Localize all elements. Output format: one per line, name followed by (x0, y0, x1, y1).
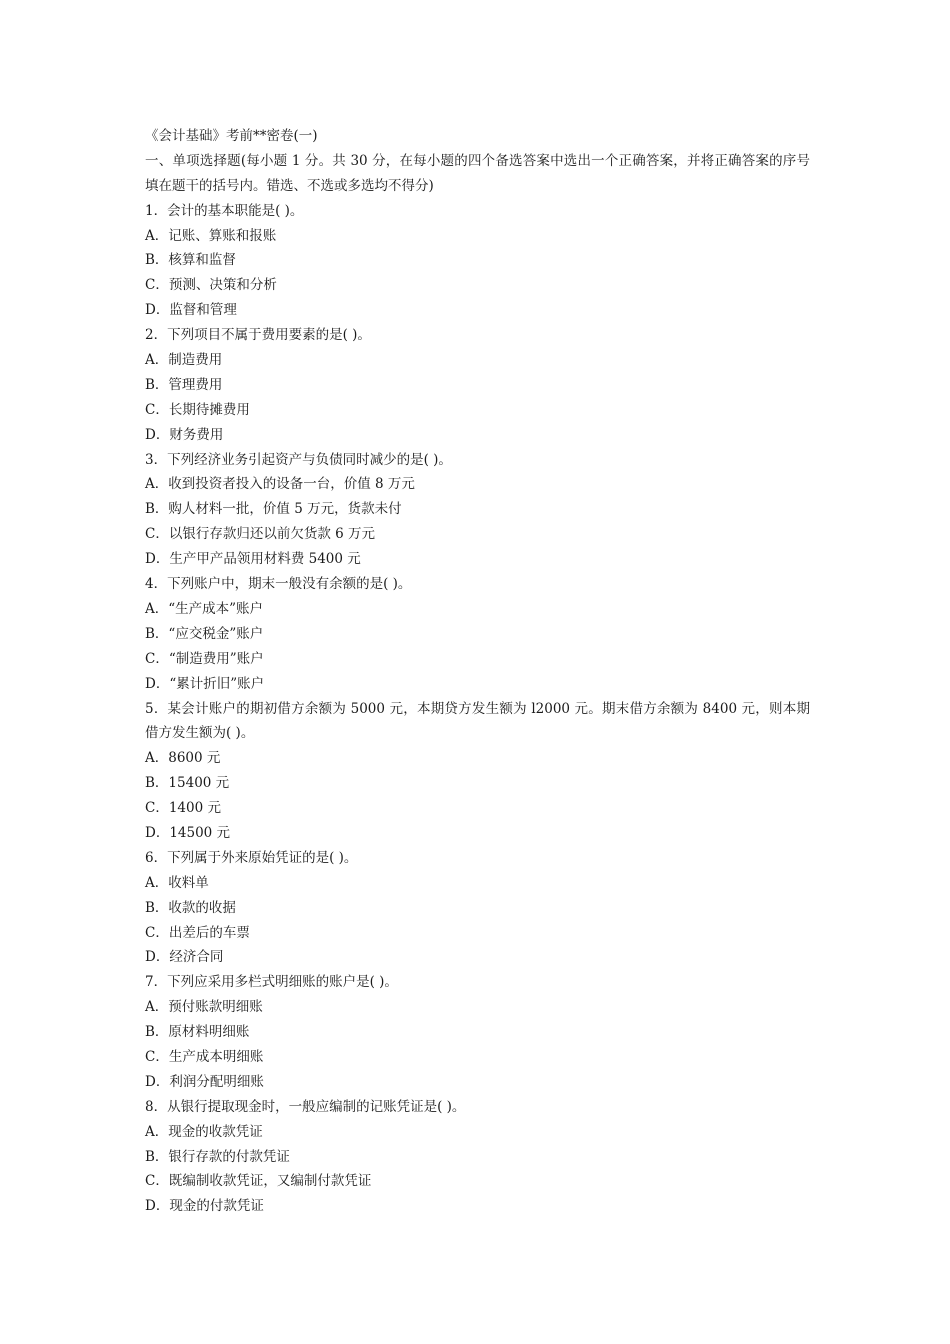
question-stem: 8．从银行提取现金时，一般应编制的记账凭证是( )。 (145, 1098, 466, 1115)
option-a: A．8600 元 (145, 750, 221, 767)
option-c: C．1400 元 (145, 800, 221, 817)
option-b: B．15400 元 (145, 775, 230, 792)
option-c: C．生产成本明细账 (145, 1048, 264, 1065)
option-a: A．预付账款明细账 (145, 999, 263, 1016)
question-8 (145, 1095, 810, 1219)
option-b: B．管理费用 (145, 376, 223, 393)
question-7 (145, 970, 810, 1094)
question-6 (145, 846, 810, 970)
option-d: D．经济合同 (145, 949, 224, 966)
option-c: C．长期待摊费用 (145, 401, 250, 418)
option-b: B．“应交税金”账户 (145, 625, 264, 642)
option-a: A．收料单 (145, 874, 209, 891)
question-stem: 7．下列应采用多栏式明细账的账户是( )。 (145, 974, 398, 991)
question-stem: 6．下列属于外来原始凭证的是( )。 (145, 849, 358, 866)
option-a: A．收到投资者投入的设备一台，价值 8 万元 (145, 476, 415, 493)
option-d: D．“累计折旧”账户 (145, 675, 265, 692)
option-d: D．利润分配明细账 (145, 1073, 264, 1090)
option-b: B．购人材料一批，价值 5 万元，货款未付 (145, 501, 402, 518)
option-b: B．原材料明细账 (145, 1024, 250, 1041)
option-d: D．监督和管理 (145, 302, 237, 319)
question-stem: 5．某会计账户的期初借方余额为 5000 元，本期贷方发生额为 l2000 元。期末借方余额为 8400 元，则本期借方发生额为( )。 (145, 700, 810, 742)
option-d: D．财务费用 (145, 426, 224, 443)
question-1 (145, 199, 810, 323)
option-a: A．现金的收款凭证 (145, 1123, 263, 1140)
document-page (145, 124, 810, 1219)
question-stem: 2．下列项目不属于费用要素的是( )。 (145, 327, 371, 344)
option-a: A．记账、算账和报账 (145, 227, 277, 244)
option-c: C．以银行存款归还以前欠货款 6 万元 (145, 526, 376, 543)
option-d: D．14500 元 (145, 824, 231, 841)
question-stem: 4．下列账户中，期末一般没有余额的是( )。 (145, 576, 412, 593)
option-c: C．“制造费用”账户 (145, 650, 264, 667)
question-stem: 3．下列经济业务引起资产与负债同时减少的是( )。 (145, 451, 452, 468)
question-2 (145, 323, 810, 447)
document-title: 《会计基础》考前**密卷(一) (145, 128, 318, 144)
option-a: A．制造费用 (145, 352, 223, 369)
section-heading: 一、单项选择题(每小题 1 分。共 30 分，在每小题的四个备选答案中选出一个正确答案，并将正确答案的序号填在题干的括号内。错选、不选或多选均不得分) (145, 152, 810, 194)
option-d: D．生产甲产品领用材料费 5400 元 (145, 551, 361, 568)
option-b: B．核算和监督 (145, 252, 236, 269)
option-c: C．出差后的车票 (145, 924, 250, 941)
option-c: C．既编制收款凭证，又编制付款凭证 (145, 1173, 372, 1190)
option-a: A．“生产成本”账户 (145, 600, 264, 617)
question-4 (145, 572, 810, 696)
option-b: B．收款的收据 (145, 899, 236, 916)
option-d: D．现金的付款凭证 (145, 1198, 264, 1215)
option-b: B．银行存款的付款凭证 (145, 1148, 290, 1165)
question-5 (145, 697, 810, 846)
question-3 (145, 448, 810, 572)
option-c: C．预测、决策和分析 (145, 277, 277, 294)
question-stem: 1．会计的基本职能是( )。 (145, 202, 304, 219)
